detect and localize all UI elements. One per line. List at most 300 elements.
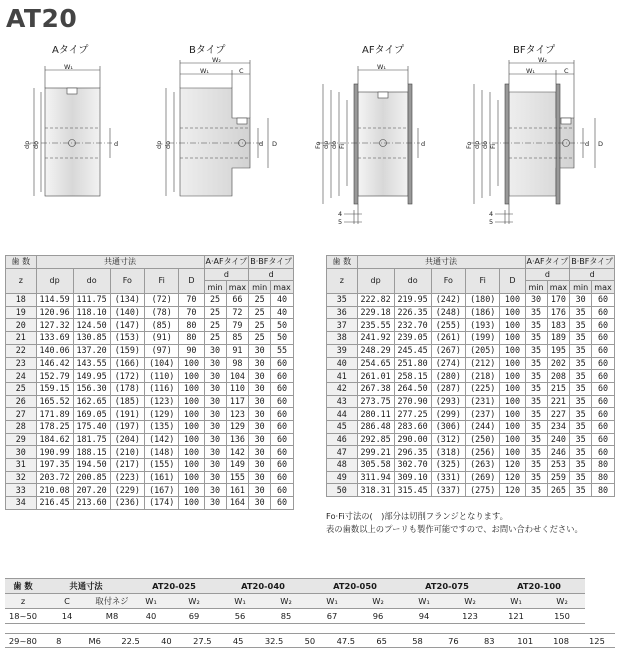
table-cell: 100 bbox=[500, 382, 525, 395]
table-cell: (280) bbox=[431, 370, 465, 383]
table-cell: (186) bbox=[465, 306, 499, 319]
table-cell: 30 bbox=[570, 294, 592, 307]
table-cell: (72) bbox=[144, 294, 178, 307]
model-at20-025: AT20-025 bbox=[131, 579, 217, 594]
table-cell: 194.50 bbox=[73, 459, 110, 472]
table-cell: 277.25 bbox=[394, 408, 431, 421]
table-cell: 91 bbox=[226, 344, 249, 357]
table-row bbox=[6, 433, 294, 446]
table-cell: 60 bbox=[271, 497, 294, 510]
table-row bbox=[6, 459, 294, 472]
table-cell: 120 bbox=[500, 459, 525, 472]
table-cell: 60 bbox=[271, 357, 294, 370]
table-row bbox=[327, 332, 615, 345]
table-cell: 30 bbox=[204, 484, 226, 497]
table-cell: (172) bbox=[110, 370, 144, 383]
table-row bbox=[327, 382, 615, 395]
table-row bbox=[327, 395, 615, 408]
teeth-count-cell: 48 bbox=[327, 459, 358, 472]
header-fi: Fi bbox=[465, 268, 499, 293]
table-cell: 60 bbox=[271, 408, 294, 421]
table-cell: 100 bbox=[500, 357, 525, 370]
table-cell: (275) bbox=[465, 484, 499, 497]
table-cell: 60 bbox=[592, 319, 615, 332]
table-cell: (267) bbox=[431, 344, 465, 357]
table-cell: (185) bbox=[110, 395, 144, 408]
table-cell: 254.65 bbox=[357, 357, 394, 370]
table-cell: 309.10 bbox=[394, 471, 431, 484]
header-max: max bbox=[271, 281, 294, 294]
table-cell: 30 bbox=[204, 408, 226, 421]
table-cell: (217) bbox=[110, 459, 144, 472]
header-b-bf: B·BFタイプ bbox=[571, 257, 613, 267]
bottom-header-w1: W₁ bbox=[131, 594, 171, 609]
bottom-header-w2: W₂ bbox=[447, 594, 493, 609]
table-cell: 123 bbox=[226, 408, 249, 421]
table-cell: (225) bbox=[465, 382, 499, 395]
drawing-a-type bbox=[23, 63, 118, 196]
table-row bbox=[327, 420, 615, 433]
table-cell: 210.08 bbox=[36, 484, 73, 497]
table-cell: (337) bbox=[431, 484, 465, 497]
table-cell: 35 bbox=[570, 420, 592, 433]
table-cell: 170 bbox=[547, 294, 570, 307]
table-cell: (210) bbox=[110, 446, 144, 459]
cell: 121 bbox=[493, 609, 539, 624]
table-cell: 129 bbox=[226, 420, 249, 433]
table-row bbox=[6, 332, 294, 345]
bottom-header-w2: W₂ bbox=[171, 594, 217, 609]
table-cell: 133.69 bbox=[36, 332, 73, 345]
header-fo: Fo bbox=[110, 268, 144, 293]
table-cell: (191) bbox=[110, 408, 144, 421]
table-cell: 156.30 bbox=[73, 382, 110, 395]
table-cell: 40 bbox=[271, 306, 294, 319]
dim-5-af: 5 bbox=[338, 218, 343, 226]
table-cell: 184.62 bbox=[36, 433, 73, 446]
table-cell: 176 bbox=[547, 306, 570, 319]
table-cell: 50 bbox=[304, 635, 316, 646]
table-cell: 216.45 bbox=[36, 497, 73, 510]
dim-fi-af: Fi bbox=[338, 143, 346, 149]
table-cell: (85) bbox=[144, 319, 178, 332]
table-cell: (134) bbox=[110, 294, 144, 307]
bottom-row-29-80 bbox=[5, 633, 615, 648]
table-cell: 60 bbox=[271, 484, 294, 497]
table-cell: 25 bbox=[249, 294, 271, 307]
header-common: 共通寸法 bbox=[357, 256, 525, 269]
table-cell: 65 bbox=[376, 635, 387, 646]
table-cell: 280.11 bbox=[357, 408, 394, 421]
cell: 96 bbox=[355, 609, 401, 624]
header-max: max bbox=[592, 281, 615, 294]
table-cell: 100 bbox=[500, 408, 525, 421]
model-at20-075: AT20-075 bbox=[401, 579, 493, 594]
table-cell: 30 bbox=[249, 420, 271, 433]
dim-d-a: d bbox=[114, 140, 119, 148]
table-cell: 30 bbox=[204, 420, 226, 433]
table-cell: (299) bbox=[431, 408, 465, 421]
table-cell: 290.00 bbox=[394, 433, 431, 446]
bottom-header-w1: W₁ bbox=[217, 594, 263, 609]
table-row bbox=[327, 294, 615, 307]
bore-width-table bbox=[5, 578, 585, 630]
table-cell: 66 bbox=[226, 294, 249, 307]
table-cell: 100 bbox=[179, 433, 204, 446]
table-cell: 60 bbox=[592, 294, 615, 307]
teeth-count-cell: 40 bbox=[327, 357, 358, 370]
header-z: z bbox=[327, 268, 358, 293]
note-flange: Fo·Fi寸法の( )部分は切削フランジとなります。 bbox=[326, 511, 508, 521]
table-cell: 226.35 bbox=[394, 306, 431, 319]
teeth-count-cell: 26 bbox=[6, 395, 37, 408]
table-cell: 171.89 bbox=[36, 408, 73, 421]
table-cell: 25 bbox=[249, 319, 271, 332]
table-cell: 149 bbox=[226, 459, 249, 472]
table-cell: 124.50 bbox=[73, 319, 110, 332]
table-cell: 30 bbox=[249, 433, 271, 446]
dim-w1-a: W₁ bbox=[64, 63, 74, 71]
table-cell: 100 bbox=[500, 395, 525, 408]
bottom-header-w2: W₂ bbox=[355, 594, 401, 609]
dim-d-bf: d bbox=[585, 140, 590, 148]
drawing-af-type bbox=[314, 63, 425, 226]
teeth-count-cell: 36 bbox=[327, 306, 358, 319]
table-row bbox=[6, 395, 294, 408]
dim-d-af: d bbox=[421, 140, 426, 148]
table-cell: 110 bbox=[226, 382, 249, 395]
table-cell: 100 bbox=[179, 446, 204, 459]
table-cell: 35 bbox=[570, 332, 592, 345]
table-cell: 114.59 bbox=[36, 294, 73, 307]
table-cell: 72 bbox=[226, 306, 249, 319]
bottom-header-teeth: 歯 数 bbox=[5, 579, 41, 594]
table-cell: 100 bbox=[500, 344, 525, 357]
table-cell: (204) bbox=[110, 433, 144, 446]
table-cell: 200.85 bbox=[73, 471, 110, 484]
table-cell: 100 bbox=[179, 370, 204, 383]
table-cell: (223) bbox=[110, 471, 144, 484]
table-cell: 100 bbox=[179, 382, 204, 395]
dim-d-b: d bbox=[259, 140, 264, 148]
header-teeth: 歯 数 bbox=[6, 256, 37, 269]
table-cell: 30 bbox=[204, 382, 226, 395]
table-cell: 55 bbox=[271, 344, 294, 357]
table-cell: (129) bbox=[144, 408, 178, 421]
bottom-header-screw: 取付ネジ bbox=[93, 594, 131, 609]
table-cell: (116) bbox=[144, 382, 178, 395]
table-cell: 60 bbox=[592, 344, 615, 357]
header-d-a: d bbox=[525, 268, 570, 281]
table-cell: 90 bbox=[179, 344, 204, 357]
cell: 150 bbox=[539, 609, 585, 624]
table-cell: 202 bbox=[547, 357, 570, 370]
table-cell: (155) bbox=[144, 459, 178, 472]
teeth-count-cell: 23 bbox=[6, 357, 37, 370]
table-cell: 162.65 bbox=[73, 395, 110, 408]
spec-table-right bbox=[326, 255, 615, 497]
table-cell: 35 bbox=[525, 344, 547, 357]
table-cell: (91) bbox=[144, 332, 178, 345]
table-cell: 100 bbox=[500, 433, 525, 446]
table-cell: (180) bbox=[465, 294, 499, 307]
table-cell: 35 bbox=[570, 306, 592, 319]
table-cell: 241.92 bbox=[357, 332, 394, 345]
header-min: min bbox=[525, 281, 547, 294]
table-cell: 35 bbox=[570, 433, 592, 446]
table-cell: 60 bbox=[271, 382, 294, 395]
table-cell: (218) bbox=[465, 370, 499, 383]
table-cell: 305.58 bbox=[357, 459, 394, 472]
table-cell: 149.95 bbox=[73, 370, 110, 383]
table-cell: 60 bbox=[592, 357, 615, 370]
header-fo: Fo bbox=[431, 268, 465, 293]
table-cell: (178) bbox=[110, 382, 144, 395]
table-cell: 146.42 bbox=[36, 357, 73, 370]
teeth-count-cell: 35 bbox=[327, 294, 358, 307]
table-cell: 25 bbox=[204, 294, 226, 307]
table-cell: 30 bbox=[249, 357, 271, 370]
table-row bbox=[6, 484, 294, 497]
table-cell: 60 bbox=[271, 459, 294, 472]
table-cell: 234 bbox=[547, 420, 570, 433]
drawing-bf-type bbox=[465, 56, 603, 226]
table-cell: 70 bbox=[179, 306, 204, 319]
table-cell: 140.06 bbox=[36, 344, 73, 357]
dim-fi-bf: Fi bbox=[489, 143, 497, 149]
table-cell: 35 bbox=[570, 382, 592, 395]
table-cell: 100 bbox=[179, 497, 204, 510]
table-cell: 229.18 bbox=[357, 306, 394, 319]
table-cell: 219.95 bbox=[394, 294, 431, 307]
bottom-header-c: C bbox=[41, 594, 93, 609]
table-cell: 286.48 bbox=[357, 420, 394, 433]
header-d-b: d bbox=[570, 268, 615, 281]
table-cell: 221 bbox=[547, 395, 570, 408]
table-cell: 60 bbox=[271, 395, 294, 408]
table-cell: 30 bbox=[249, 382, 271, 395]
table-cell: 30 bbox=[204, 497, 226, 510]
table-cell: 60 bbox=[592, 382, 615, 395]
table-cell: 30 bbox=[249, 484, 271, 497]
table-cell: (250) bbox=[465, 433, 499, 446]
table-cell: 213.60 bbox=[73, 497, 110, 510]
teeth-count-cell: 25 bbox=[6, 382, 37, 395]
table-cell: 35 bbox=[570, 471, 592, 484]
table-cell: 35 bbox=[525, 484, 547, 497]
header-dp: dp bbox=[36, 268, 73, 293]
dim-w2-bf: W₂ bbox=[538, 56, 548, 64]
table-cell: 136 bbox=[226, 433, 249, 446]
table-cell: 104 bbox=[226, 370, 249, 383]
table-cell: (325) bbox=[431, 459, 465, 472]
table-cell: 246 bbox=[547, 446, 570, 459]
teeth-count-cell: 41 bbox=[327, 370, 358, 383]
table-cell: (142) bbox=[144, 433, 178, 446]
header-d-b: d bbox=[249, 268, 294, 281]
teeth-count-cell: 45 bbox=[327, 420, 358, 433]
table-cell: 22.5 bbox=[121, 635, 140, 646]
table-cell: 181.75 bbox=[73, 433, 110, 446]
table-cell: 47.5 bbox=[336, 635, 356, 646]
table-cell: (293) bbox=[431, 395, 465, 408]
bottom-header-w1: W₁ bbox=[309, 594, 355, 609]
table-cell: 30 bbox=[249, 344, 271, 357]
table-cell: 30 bbox=[249, 408, 271, 421]
dim-w1-b: W₁ bbox=[200, 67, 210, 75]
teeth-count-cell: 32 bbox=[6, 471, 37, 484]
teeth-count-cell: 34 bbox=[6, 497, 37, 510]
table-cell: 35 bbox=[570, 357, 592, 370]
table-cell: 235.55 bbox=[357, 319, 394, 332]
table-cell: 30 bbox=[249, 471, 271, 484]
header-min: min bbox=[249, 281, 271, 294]
table-cell: 108 bbox=[553, 635, 569, 646]
header-D: D bbox=[500, 268, 525, 293]
table-cell: 80 bbox=[592, 471, 615, 484]
model-at20-050: AT20-050 bbox=[309, 579, 401, 594]
table-cell: (229) bbox=[110, 484, 144, 497]
table-cell: 155 bbox=[226, 471, 249, 484]
table-cell: 189 bbox=[547, 332, 570, 345]
table-cell: 30 bbox=[249, 395, 271, 408]
table-cell: (199) bbox=[465, 332, 499, 345]
dim-dp-af: dp bbox=[322, 140, 330, 149]
teeth-count-cell: 44 bbox=[327, 408, 358, 421]
table-cell: 76 bbox=[448, 635, 459, 646]
table-cell: 85 bbox=[226, 332, 249, 345]
table-cell: 30 bbox=[249, 459, 271, 472]
teeth-count-cell: 21 bbox=[6, 332, 37, 345]
table-cell: (78) bbox=[144, 306, 178, 319]
table-cell: 30 bbox=[249, 446, 271, 459]
table-cell: 60 bbox=[592, 332, 615, 345]
table-cell: 130.85 bbox=[73, 332, 110, 345]
bottom-header-w1: W₁ bbox=[401, 594, 447, 609]
bottom-header-w2: W₂ bbox=[539, 594, 585, 609]
teeth-count-cell: 27 bbox=[6, 408, 37, 421]
teeth-count-cell: 43 bbox=[327, 395, 358, 408]
table-cell: (193) bbox=[465, 319, 499, 332]
teeth-count-cell: 46 bbox=[327, 433, 358, 446]
table-cell: 29~80 bbox=[8, 635, 37, 646]
type-label-bf: BFタイプ bbox=[513, 45, 556, 56]
table-cell: 101 bbox=[517, 635, 534, 646]
header-a-af: A·AFタイプ bbox=[526, 257, 569, 267]
table-cell: 35 bbox=[570, 344, 592, 357]
table-cell: 296.35 bbox=[394, 446, 431, 459]
table-cell: (318) bbox=[431, 446, 465, 459]
teeth-count-cell: 47 bbox=[327, 446, 358, 459]
note-custom: 表の歯数以上のプーリも製作可能ですので、お問い合わせください。 bbox=[326, 524, 583, 534]
table-cell: 222.82 bbox=[357, 294, 394, 307]
table-cell: 100 bbox=[500, 420, 525, 433]
table-cell: 30 bbox=[204, 459, 226, 472]
bottom-header-z: z bbox=[5, 594, 41, 609]
page-title: AT20 bbox=[6, 4, 78, 33]
table-cell: 270.90 bbox=[394, 395, 431, 408]
table-cell: 45 bbox=[232, 635, 244, 646]
header-do: do bbox=[394, 268, 431, 293]
header-D: D bbox=[179, 268, 204, 293]
table-row bbox=[6, 420, 294, 433]
table-cell: 30 bbox=[204, 471, 226, 484]
table-cell: 30 bbox=[249, 370, 271, 383]
table-cell: 264.50 bbox=[394, 382, 431, 395]
table-cell: 35 bbox=[570, 319, 592, 332]
table-cell: (312) bbox=[431, 433, 465, 446]
table-cell: 60 bbox=[592, 395, 615, 408]
table-cell: 175.40 bbox=[73, 420, 110, 433]
table-cell: 50 bbox=[271, 332, 294, 345]
table-cell: 25 bbox=[204, 332, 226, 345]
table-cell: 197.35 bbox=[36, 459, 73, 472]
table-cell: 25 bbox=[204, 306, 226, 319]
header-max: max bbox=[547, 281, 570, 294]
table-cell: (263) bbox=[465, 459, 499, 472]
dim-c-b: C bbox=[239, 67, 244, 75]
table-row bbox=[327, 319, 615, 332]
table-cell: 137.20 bbox=[73, 344, 110, 357]
table-cell: 203.72 bbox=[36, 471, 73, 484]
bottom-row-18-50 bbox=[5, 609, 585, 624]
table-cell: (97) bbox=[144, 344, 178, 357]
table-row bbox=[6, 344, 294, 357]
table-cell: 159.15 bbox=[36, 382, 73, 395]
table-cell: 267.38 bbox=[357, 382, 394, 395]
table-cell: 35 bbox=[525, 395, 547, 408]
table-cell: 60 bbox=[592, 408, 615, 421]
table-cell: 60 bbox=[271, 446, 294, 459]
table-cell: 248.29 bbox=[357, 344, 394, 357]
bottom-header-common: 共通寸法 bbox=[41, 579, 131, 594]
table-cell: 208 bbox=[547, 370, 570, 383]
dim-w1-af: W₁ bbox=[377, 63, 387, 71]
cell: 18~50 bbox=[5, 609, 41, 624]
table-cell: 302.70 bbox=[394, 459, 431, 472]
table-row bbox=[6, 306, 294, 319]
table-cell: 259 bbox=[547, 471, 570, 484]
teeth-count-cell: 20 bbox=[6, 319, 37, 332]
table-cell: (166) bbox=[110, 357, 144, 370]
table-cell: M6 bbox=[88, 635, 101, 646]
table-cell: 35 bbox=[570, 459, 592, 472]
table-cell: 32.5 bbox=[264, 635, 284, 646]
table-cell: 30 bbox=[525, 294, 547, 307]
header-do: do bbox=[73, 268, 110, 293]
table-cell: 152.79 bbox=[36, 370, 73, 383]
table-cell: 60 bbox=[271, 370, 294, 383]
table-cell: 30 bbox=[204, 370, 226, 383]
dim-D-bf: D bbox=[598, 140, 604, 148]
table-row bbox=[6, 319, 294, 332]
teeth-count-cell: 28 bbox=[6, 420, 37, 433]
dim-4-bf: 4 bbox=[489, 210, 494, 218]
table-row bbox=[327, 446, 615, 459]
table-cell: (231) bbox=[465, 395, 499, 408]
table-cell: 98 bbox=[226, 357, 249, 370]
table-cell: (135) bbox=[144, 420, 178, 433]
table-cell: 35 bbox=[525, 420, 547, 433]
table-cell: 100 bbox=[179, 408, 204, 421]
table-cell: 111.75 bbox=[73, 294, 110, 307]
table-row bbox=[6, 408, 294, 421]
table-cell: 35 bbox=[525, 433, 547, 446]
table-cell: 265 bbox=[547, 484, 570, 497]
dim-do-af: do bbox=[330, 140, 338, 149]
table-cell: (161) bbox=[144, 471, 178, 484]
table-cell: 190.99 bbox=[36, 446, 73, 459]
